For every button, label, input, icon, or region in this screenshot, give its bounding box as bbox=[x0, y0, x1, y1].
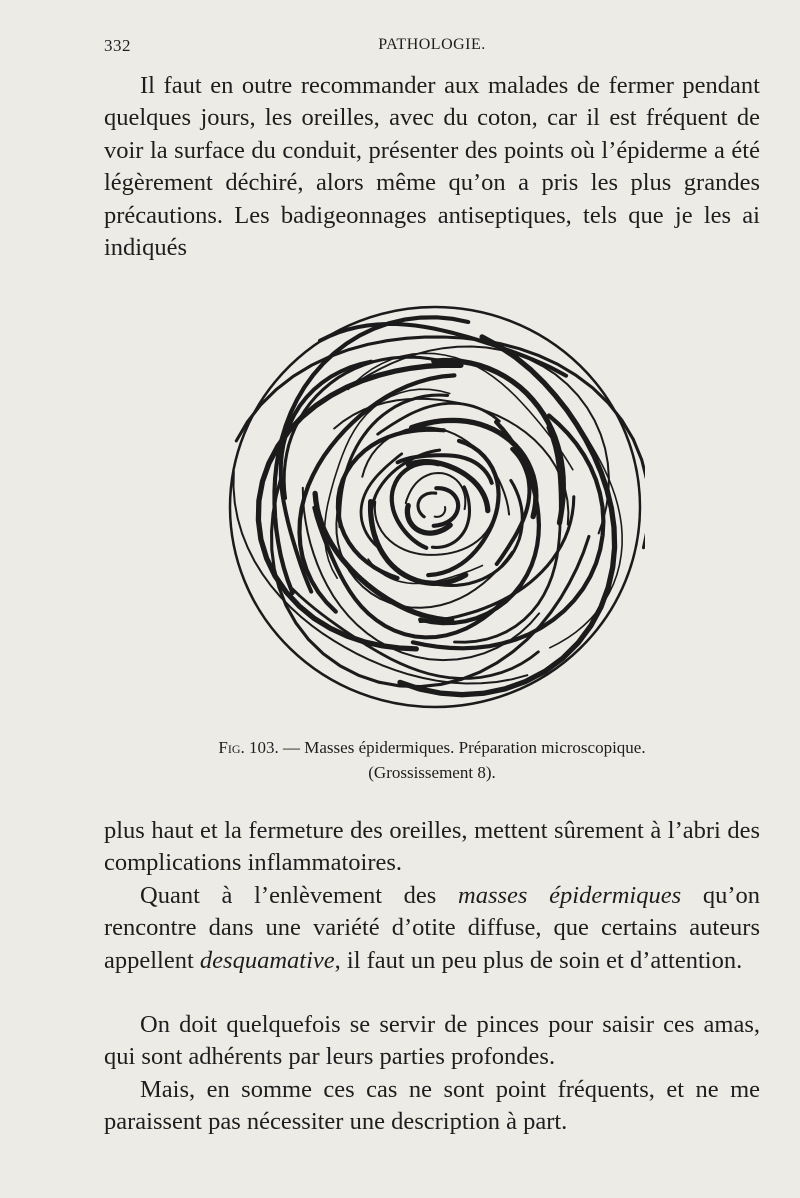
caption-magnification: (Grossissement 8). bbox=[368, 763, 496, 782]
term-masses-epidermiques: masses épidermiques bbox=[458, 882, 682, 909]
caption-text: — Masses épidermiques. Préparation microscopique. bbox=[278, 738, 646, 757]
microscope-illustration bbox=[225, 302, 645, 712]
paragraph-5: Mais, en somme ces cas ne sont point fréquents, et ne me paraissent pas nécessiter une description à part. bbox=[104, 1076, 760, 1136]
paragraph-3-part-1: Quant à l’enlèvement des bbox=[140, 882, 459, 909]
figure-caption bbox=[104, 735, 760, 785]
lamella-stroke bbox=[435, 507, 446, 517]
lamella-stroke bbox=[407, 506, 450, 533]
lamella-stroke bbox=[408, 462, 487, 511]
running-title: PATHOLOGIE. bbox=[378, 36, 486, 53]
paragraph-2: plus haut et la fermeture des oreilles, mettent sûrement à l’abri des complications inflammatoires. bbox=[104, 817, 760, 877]
page-header bbox=[104, 30, 760, 60]
lamella-stroke bbox=[336, 496, 512, 608]
page-number: 332 bbox=[104, 36, 131, 55]
figure-label: Fig. 103. bbox=[218, 738, 279, 757]
term-desquamative: desquamative bbox=[199, 946, 335, 974]
lamella-stroke bbox=[412, 420, 536, 516]
paragraph-1: Il faut en outre recommander aux malades de fermer pendant quelques jours, les oreilles, avec du coton, car il est fréquent de voir la surface du conduit, présenter des points où l’épiderme a été légèrement déchiré, alors même qu’on a pris les plus grandes précautions. Les badigeonnages antiseptiques, tels que je les ai indiqués bbox=[104, 72, 760, 262]
lamella-stroke bbox=[418, 493, 436, 517]
paragraph-3 bbox=[104, 880, 760, 977]
paragraph-3-part-3: , il faut un peu plus de soin et d’attention. bbox=[334, 946, 743, 974]
paragraph-3-part-2: qu’on rencontre dans une variété d’otite diffuse, que certains auteurs appellent bbox=[104, 882, 760, 974]
paragraph-4: On doit quelquefois se servir de pinces pour saisir ces amas, qui sont adhérents par leurs parties profondes. bbox=[104, 1011, 760, 1071]
